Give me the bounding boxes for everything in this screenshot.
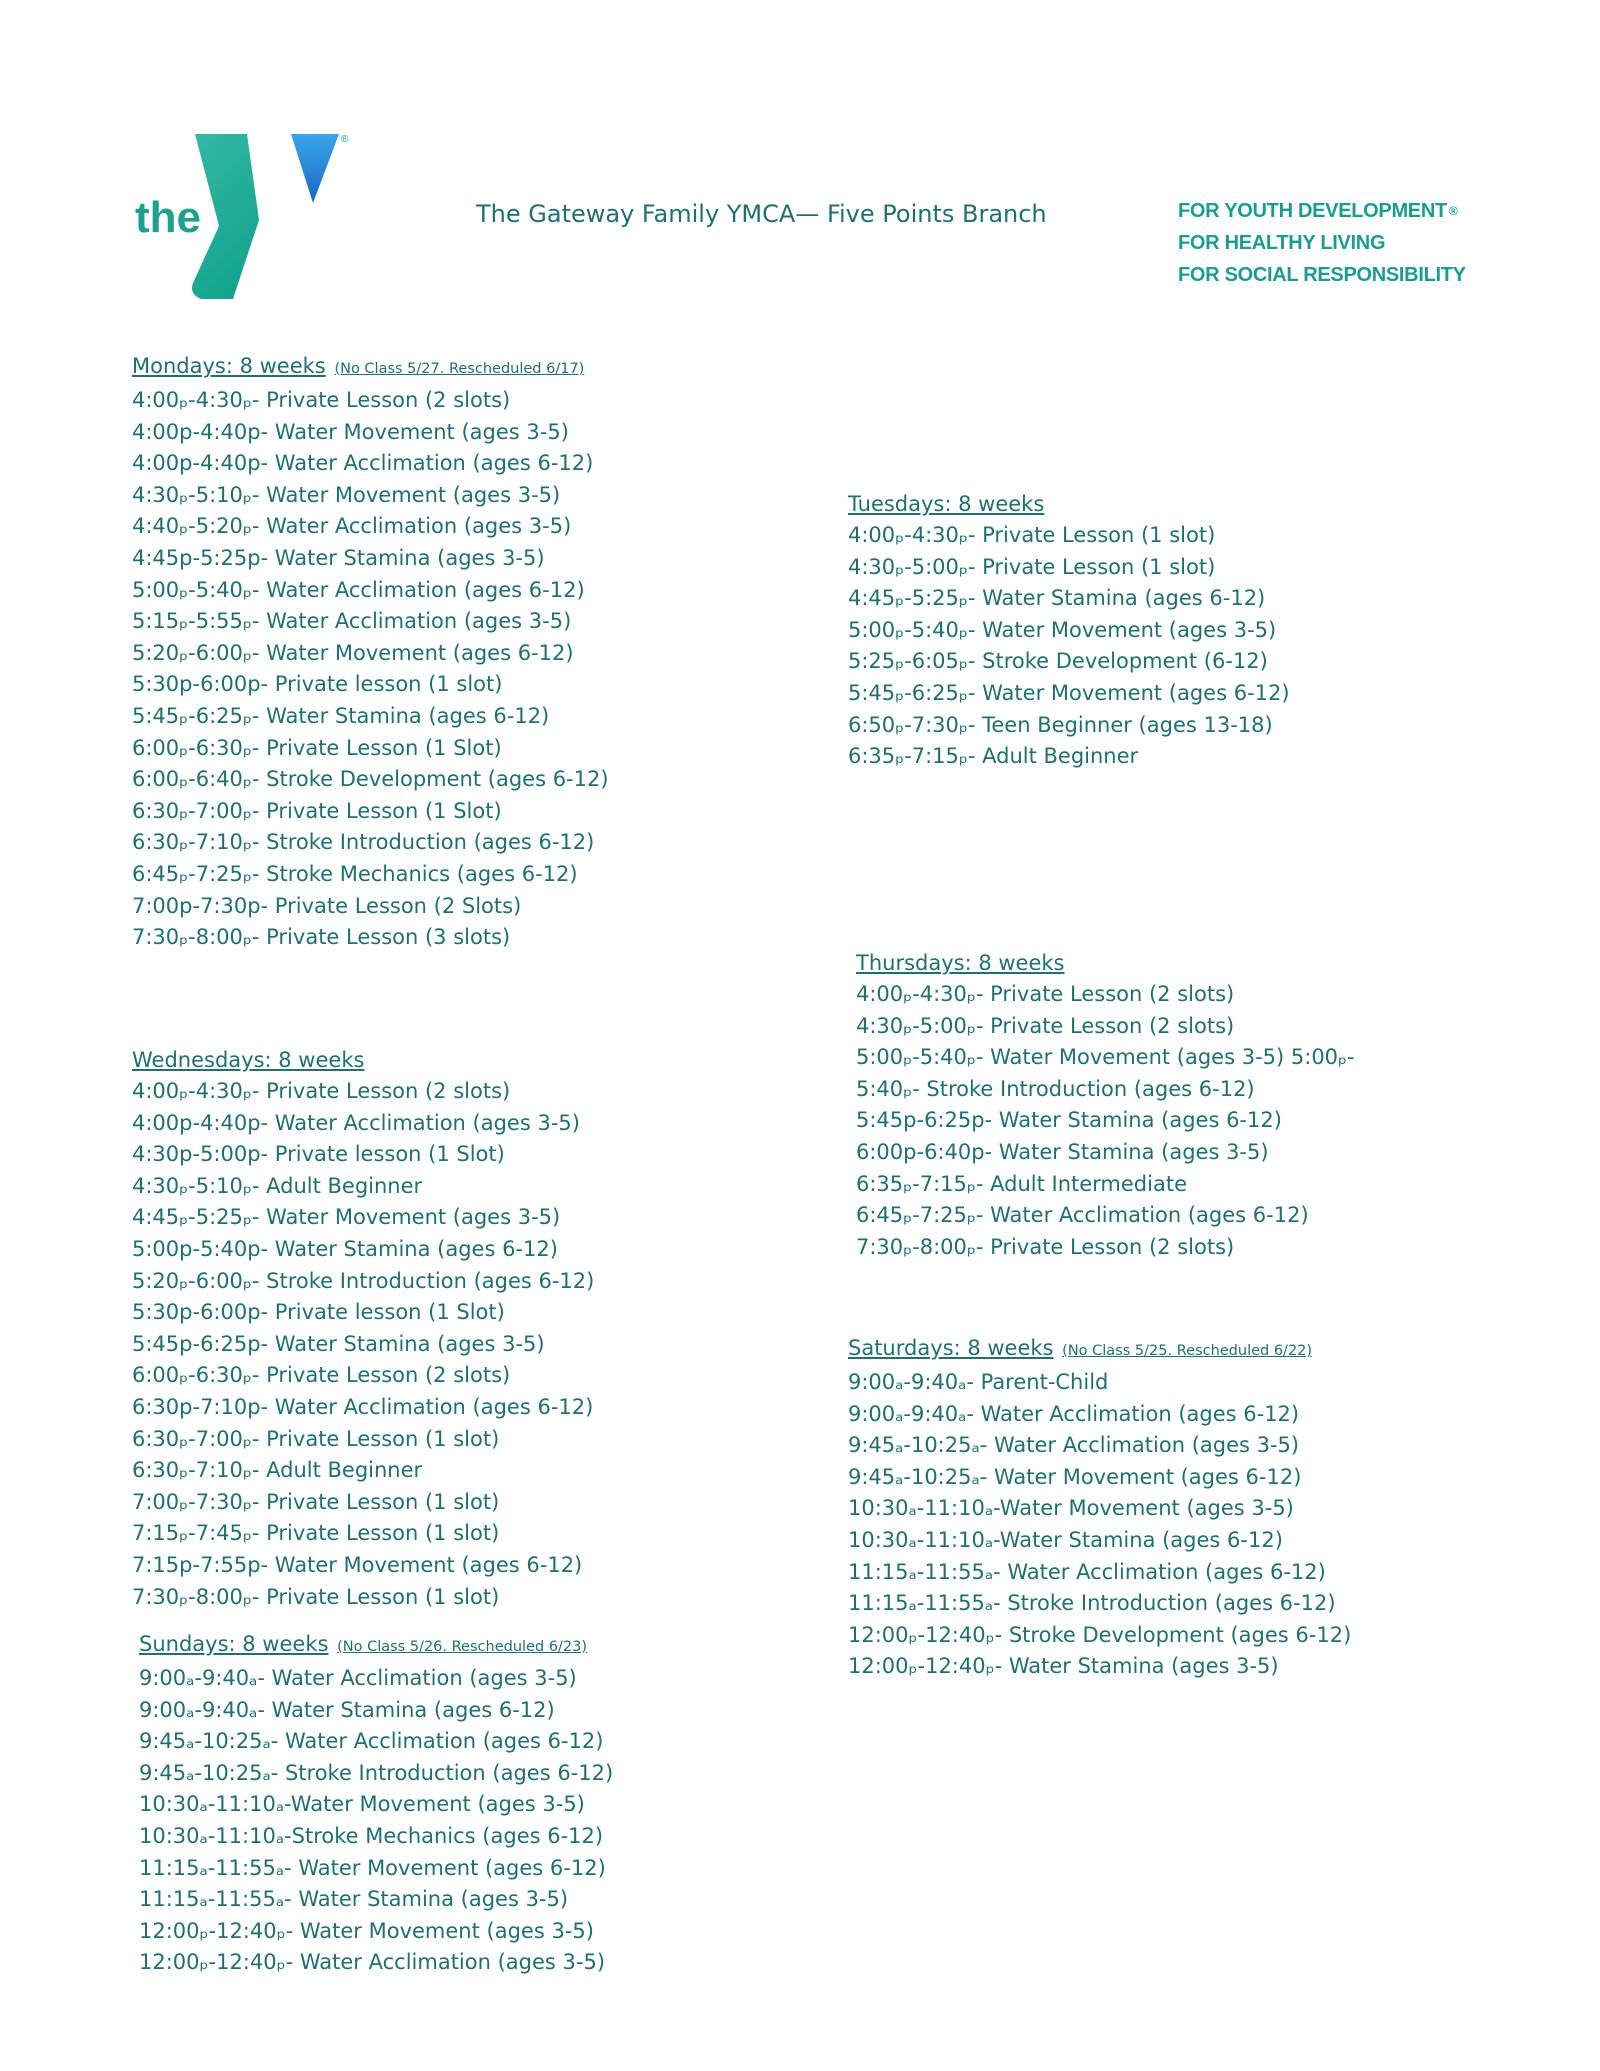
- class-entry: 4:00ₚ-4:30ₚ- Private Lesson (2 slots): [856, 982, 1235, 1006]
- saturdays-schedule: [848, 1332, 1351, 1683]
- class-entry: 6:00ₚ-6:40ₚ- Stroke Development (ages 6-12): [132, 767, 609, 792]
- mondays-schedule: [132, 350, 609, 954]
- class-entry: 5:25ₚ-6:05ₚ- Stroke Development (6-12): [848, 649, 1268, 674]
- wednesdays-title: Wednesdays: 8 weeks: [132, 1048, 365, 1072]
- class-entry: 12:00ₚ-12:40ₚ- Water Movement (ages 3-5): [139, 1918, 594, 1943]
- thursdays-schedule: [856, 947, 1355, 1263]
- saturdays-note: (No Class 5/25. Rescheduled 6/22): [1062, 1343, 1313, 1359]
- class-entry: 4:00p-4:40p- Water Movement (ages 3-5): [132, 419, 569, 444]
- class-entry: 4:30ₚ-5:10ₚ- Adult Beginner: [132, 1173, 423, 1198]
- class-entry: 10:30ₐ-11:10ₐ-Stroke Mechanics (ages 6-12): [139, 1823, 604, 1848]
- class-entry: 5:20ₚ-6:00ₚ- Stroke Introduction (ages 6-12): [132, 1268, 595, 1293]
- logo-ymca-text: YMCA: [251, 251, 281, 290]
- mission-line-social: FOR SOCIAL RESPONSIBILITY: [1178, 264, 1466, 286]
- sundays-note: (No Class 5/26. Rescheduled 6/23): [337, 1639, 587, 1655]
- class-entry: 6:30ₚ-7:00ₚ- Private Lesson (1 Slot): [132, 798, 502, 823]
- tuesdays-schedule: [848, 488, 1290, 773]
- class-entry: 6:45ₚ-7:25ₚ- Water Acclimation (ages 6-12): [856, 1203, 1309, 1228]
- class-entry: 5:15ₚ-5:55ₚ- Water Acclimation (ages 3-5): [132, 609, 572, 634]
- class-entry: 11:15ₐ-11:55ₐ- Water Stamina (ages 3-5): [139, 1887, 569, 1912]
- class-entry: 4:45ₚ-5:25ₚ- Water Movement (ages 3-5): [132, 1205, 561, 1230]
- sundays-class-list: [139, 1663, 613, 1979]
- class-entry: 9:00ₐ-9:40ₐ- Water Acclimation (ages 6-12): [848, 1401, 1300, 1426]
- class-entry: 7:30ₚ-8:00ₚ- Private Lesson (2 slots): [856, 1234, 1235, 1259]
- class-entry: 5:40ₚ- Stroke Introduction (ages 6-12): [856, 1076, 1255, 1101]
- class-entry: 6:30ₚ-7:00ₚ- Private Lesson (1 slot): [132, 1426, 500, 1451]
- thursdays-title: Thursdays: 8 weeks: [856, 951, 1065, 975]
- class-entry: 5:45p-6:25p- Water Stamina (ages 6-12): [856, 1108, 1282, 1133]
- saturdays-heading: [848, 1332, 1351, 1367]
- class-entry: 5:45ₚ-6:25ₚ- Water Movement (ages 6-12): [848, 680, 1290, 705]
- sundays-title: Sundays: 8 weeks: [139, 1632, 329, 1656]
- mission-line-healthy: FOR HEALTHY LIVING: [1178, 232, 1386, 254]
- class-entry: 5:30p-6:00p- Private lesson (1 Slot): [132, 1300, 505, 1325]
- class-entry: 5:45p-6:25p- Water Stamina (ages 3-5): [132, 1331, 545, 1356]
- class-entry: 6:30p-7:10p- Water Acclimation (ages 6-12): [132, 1394, 594, 1419]
- class-entry: 6:00ₚ-6:30ₚ- Private Lesson (1 Slot): [132, 735, 502, 760]
- class-entry: 9:00ₐ-9:40ₐ- Water Stamina (ages 6-12): [139, 1697, 555, 1722]
- class-entry: 10:30ₐ-11:10ₐ-Water Movement (ages 3-5): [848, 1496, 1294, 1521]
- class-entry: 4:45ₚ-5:25ₚ- Water Stamina (ages 6-12): [848, 586, 1266, 611]
- class-entry: 7:00ₚ-7:30ₚ- Private Lesson (1 slot): [132, 1489, 500, 1514]
- class-entry: 6:50ₚ-7:30ₚ- Teen Beginner (ages 13-18): [848, 712, 1273, 737]
- class-entry: 7:30ₚ-8:00ₚ- Private Lesson (3 slots): [132, 925, 511, 950]
- class-entry: 5:20ₚ-6:00ₚ- Water Movement (ages 6-12): [132, 640, 574, 665]
- class-entry: 9:00ₐ-9:40ₐ- Parent-Child: [848, 1370, 1109, 1394]
- thursdays-heading: [856, 947, 1355, 979]
- class-entry: 6:45ₚ-7:25ₚ- Stroke Mechanics (ages 6-12): [132, 861, 578, 886]
- class-entry: 9:45ₐ-10:25ₐ- Water Acclimation (ages 6-12): [139, 1729, 604, 1754]
- tuesdays-title: Tuesdays: 8 weeks: [848, 492, 1045, 516]
- thursdays-class-list: [856, 979, 1355, 1263]
- class-entry: 4:00ₚ-4:30ₚ- Private Lesson (2 slots): [132, 1079, 511, 1103]
- class-entry: 4:30ₚ-5:00ₚ- Private Lesson (1 slot): [848, 554, 1216, 579]
- class-entry: 6:35ₚ-7:15ₚ- Adult Beginner: [848, 744, 1139, 769]
- mondays-note: (No Class 5/27. Rescheduled 6/17): [334, 361, 585, 377]
- class-entry: 5:00ₚ-5:40ₚ- Water Acclimation (ages 6-12): [132, 577, 585, 602]
- branch-title: The Gateway Family YMCA— Five Points Branch: [476, 200, 1047, 228]
- class-entry: 7:30ₚ-8:00ₚ- Private Lesson (1 slot): [132, 1584, 500, 1609]
- class-entry: 11:15ₐ-11:55ₐ- Stroke Introduction (ages 6-12): [848, 1591, 1336, 1616]
- class-entry: 4:00p-4:40p- Water Acclimation (ages 3-5): [132, 1110, 580, 1135]
- mondays-heading: [132, 350, 609, 385]
- class-entry: 4:30ₚ-5:00ₚ- Private Lesson (2 slots): [856, 1013, 1235, 1038]
- mondays-title: Mondays: 8 weeks: [132, 354, 326, 378]
- sundays-heading: [139, 1628, 613, 1663]
- logo-the-text: the: [135, 193, 201, 242]
- class-entry: 9:00ₐ-9:40ₐ- Water Acclimation (ages 3-5): [139, 1666, 577, 1690]
- class-entry: 10:30ₐ-11:10ₐ-Water Stamina (ages 6-12): [848, 1527, 1283, 1552]
- class-entry: 6:35ₚ-7:15ₚ- Adult Intermediate: [856, 1171, 1187, 1196]
- ymca-logo: [135, 128, 365, 303]
- mission-line-youth: FOR YOUTH DEVELOPMENT: [1178, 200, 1447, 222]
- class-entry: 4:00p-4:40p- Water Acclimation (ages 6-12): [132, 451, 594, 476]
- tuesdays-class-list: [848, 520, 1290, 773]
- class-entry: 5:00p-5:40p- Water Stamina (ages 6-12): [132, 1236, 558, 1261]
- class-entry: 4:40ₚ-5:20ₚ- Water Acclimation (ages 3-5): [132, 514, 572, 539]
- class-entry: 4:00ₚ-4:30ₚ- Private Lesson (2 slots): [132, 388, 511, 412]
- class-entry: 4:30ₚ-5:10ₚ- Water Movement (ages 3-5): [132, 482, 561, 507]
- mondays-class-list: [132, 385, 609, 954]
- class-entry: 11:15ₐ-11:55ₐ- Water Movement (ages 6-12): [139, 1855, 606, 1880]
- class-entry: 7:15p-7:55p- Water Movement (ages 6-12): [132, 1552, 583, 1577]
- class-entry: 9:45ₐ-10:25ₐ- Stroke Introduction (ages 6-12): [139, 1760, 614, 1785]
- class-entry: 9:45ₐ-10:25ₐ- Water Movement (ages 6-12): [848, 1464, 1302, 1489]
- class-entry: 6:00p-6:40p- Water Stamina (ages 3-5): [856, 1139, 1269, 1164]
- logo-registered-mark: ®: [341, 134, 349, 145]
- class-entry: 12:00ₚ-12:40ₚ- Water Acclimation (ages 3-5): [139, 1950, 606, 1975]
- class-entry: 5:30p-6:00p- Private lesson (1 slot): [132, 672, 503, 697]
- wednesdays-schedule: [132, 1044, 594, 1613]
- wednesdays-class-list: [132, 1076, 594, 1613]
- class-entry: 5:45ₚ-6:25ₚ- Water Stamina (ages 6-12): [132, 703, 550, 728]
- wednesdays-heading: [132, 1044, 594, 1076]
- tuesdays-heading: [848, 488, 1290, 520]
- class-entry: 4:00ₚ-4:30ₚ- Private Lesson (1 slot): [848, 523, 1216, 547]
- class-entry: 6:00ₚ-6:30ₚ- Private Lesson (2 slots): [132, 1363, 511, 1388]
- class-entry: 11:15ₐ-11:55ₐ- Water Acclimation (ages 6-12): [848, 1559, 1326, 1584]
- class-entry: 4:45p-5:25p- Water Stamina (ages 3-5): [132, 545, 545, 570]
- class-entry: 6:30ₚ-7:10ₚ- Adult Beginner: [132, 1458, 423, 1483]
- class-entry: 5:00ₚ-5:40ₚ- Water Movement (ages 3-5): [848, 617, 1277, 642]
- class-entry: 9:45ₐ-10:25ₐ- Water Acclimation (ages 3-5): [848, 1433, 1300, 1458]
- saturdays-title: Saturdays: 8 weeks: [848, 1336, 1054, 1360]
- class-entry: 4:30p-5:00p- Private lesson (1 Slot): [132, 1142, 505, 1167]
- class-entry: 12:00ₚ-12:40ₚ- Water Stamina (ages 3-5): [848, 1654, 1279, 1679]
- registered-mark: ®: [1448, 204, 1458, 218]
- class-entry: 5:00ₚ-5:40ₚ- Water Movement (ages 3-5) 5:00ₚ-: [856, 1045, 1355, 1070]
- class-entry: 6:30ₚ-7:10ₚ- Stroke Introduction (ages 6-12): [132, 830, 595, 855]
- class-entry: 10:30ₐ-11:10ₐ-Water Movement (ages 3-5): [139, 1792, 585, 1817]
- class-entry: 7:15ₚ-7:45ₚ- Private Lesson (1 slot): [132, 1521, 500, 1546]
- sundays-schedule: [139, 1628, 613, 1979]
- class-entry: 7:00p-7:30p- Private Lesson (2 Slots): [132, 893, 522, 918]
- class-entry: 12:00ₚ-12:40ₚ- Stroke Development (ages 6-12): [848, 1622, 1352, 1647]
- saturdays-class-list: [848, 1367, 1351, 1683]
- mission-statement: [1178, 195, 1466, 291]
